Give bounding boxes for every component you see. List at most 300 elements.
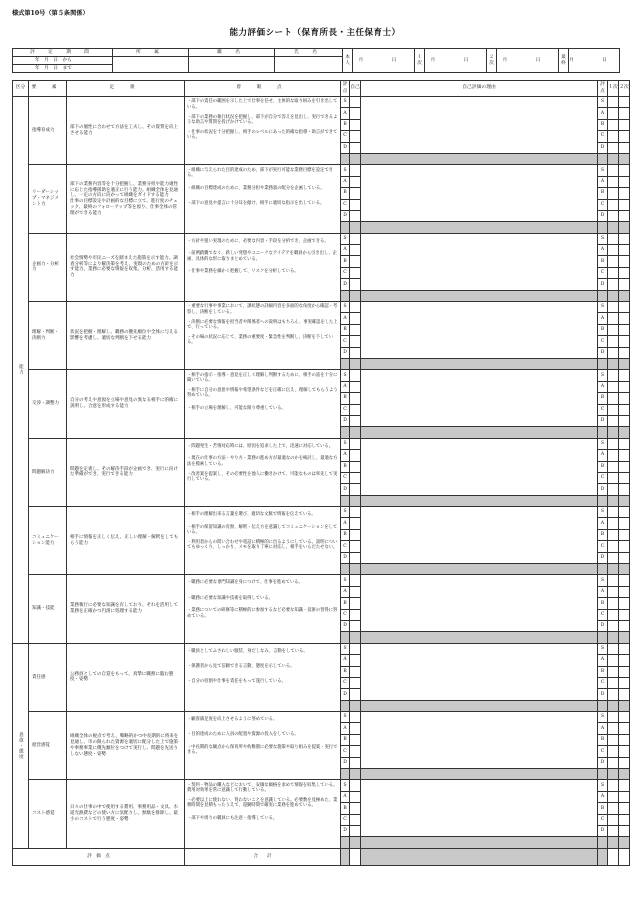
primary-score-cell[interactable]: [608, 450, 619, 461]
secondary-score-cell[interactable]: [619, 438, 630, 449]
grade-letter: S: [341, 370, 350, 381]
self-reason-cell[interactable]: [361, 97, 598, 154]
affiliation-field[interactable]: [113, 57, 189, 73]
primary-score-cell[interactable]: [608, 415, 619, 426]
primary-score-cell[interactable]: [608, 245, 619, 256]
self-score-cell[interactable]: [350, 575, 361, 586]
self-score-cell[interactable]: [350, 108, 361, 119]
primary-score-cell[interactable]: [608, 324, 619, 335]
secondary-score-cell[interactable]: [619, 188, 630, 199]
self-score-cell[interactable]: [350, 529, 361, 540]
secondary-score-cell[interactable]: [619, 233, 630, 244]
self-score-cell[interactable]: [350, 393, 361, 404]
secondary-score-cell[interactable]: [619, 461, 630, 472]
viewpoint-list: [185, 643, 341, 711]
viewpoint-item: ・部下の業務の執行状況を把握し、部下が自分で答えを見出し、実行できるような助言や質問を投げかけている。: [187, 114, 338, 125]
secondary-score-cell[interactable]: [619, 677, 630, 688]
self-reason-cell[interactable]: [361, 233, 598, 290]
reason-blank: [361, 222, 598, 233]
self-reason-cell[interactable]: [361, 575, 598, 632]
grade-letter: B: [341, 393, 350, 404]
grade-letter: C: [598, 609, 608, 620]
self-score-cell[interactable]: [350, 814, 361, 825]
self-score-cell[interactable]: [350, 734, 361, 745]
secondary-score-cell[interactable]: [619, 655, 630, 666]
primary-score-cell[interactable]: [608, 746, 619, 757]
secondary-score-cell[interactable]: [619, 484, 630, 495]
primary-blank: [608, 632, 619, 643]
element-name: 指導育成力: [29, 97, 67, 165]
element-row: [13, 97, 630, 108]
self-blank: [350, 700, 361, 711]
grade-letter: S: [341, 575, 350, 586]
grade-letter: C: [598, 404, 608, 415]
secondary-score-cell[interactable]: [619, 803, 630, 814]
reason-blank: [361, 632, 598, 643]
viewpoint-item: ・相手の立場を理解し、可能な限り尊重している。: [187, 406, 286, 411]
primary-score-cell[interactable]: [608, 518, 619, 529]
self-score-cell[interactable]: [350, 677, 361, 688]
secondary-score-cell[interactable]: [619, 529, 630, 540]
grade-letter: B: [341, 119, 350, 130]
self-score-cell[interactable]: [350, 666, 361, 677]
viewpoint-item: ・職員としてふさわしい服装、身だしなみ、言動をしている。: [187, 648, 308, 654]
self-score-cell[interactable]: [350, 450, 361, 461]
element-definition: 業務執行に必要な知識を有しており、それを活用して業務を正確かつ円滑に処理する能力: [67, 575, 185, 643]
secondary-score-cell[interactable]: [619, 165, 630, 176]
secondary-score-cell[interactable]: [619, 119, 630, 130]
secondary-score-cell[interactable]: [619, 552, 630, 563]
primary-score-cell[interactable]: [608, 313, 619, 324]
secondary-score-cell[interactable]: [619, 313, 630, 324]
secondary-score-cell[interactable]: [619, 712, 630, 723]
grade-letter: S: [341, 507, 350, 518]
grade-blank: [598, 290, 608, 301]
grade-letter: B: [341, 461, 350, 472]
period-from[interactable]: 年 月 日 から: [13, 57, 113, 65]
primary-blank: [608, 837, 619, 848]
element-name: リーダーシップ・マネジメント力: [29, 165, 67, 233]
self-entry-date[interactable]: 月 日: [353, 49, 415, 73]
secondary-score-cell[interactable]: [619, 381, 630, 392]
name-field[interactable]: [275, 57, 343, 73]
primary-score-cell[interactable]: [608, 677, 619, 688]
viewpoint-item: ・決断に必要な情報を担当者や関係者への説明はもちろん、事実確認をした上で、行っている。: [187, 319, 338, 330]
self-score-cell[interactable]: [350, 131, 361, 142]
self-score-cell[interactable]: [350, 336, 361, 347]
element-name: 責任感: [29, 643, 67, 711]
primary-score-cell[interactable]: [608, 461, 619, 472]
primary-score-cell[interactable]: [608, 655, 619, 666]
secondary-score-cell[interactable]: [619, 746, 630, 757]
self-score-cell[interactable]: [350, 507, 361, 518]
secondary-score-cell[interactable]: [619, 666, 630, 677]
self-score-cell[interactable]: [350, 267, 361, 278]
self-score-cell[interactable]: [350, 757, 361, 768]
primary-score-cell[interactable]: [608, 484, 619, 495]
primary-score-cell[interactable]: [608, 689, 619, 700]
self-score-cell[interactable]: [350, 324, 361, 335]
grade-letter: B: [598, 119, 608, 130]
primary-score-cell[interactable]: [608, 472, 619, 483]
primary-score-cell[interactable]: [608, 404, 619, 415]
self-blank: [350, 358, 361, 369]
col-viewpoints: 着 眼 点: [185, 81, 341, 97]
grade-letter: B: [598, 529, 608, 540]
viewpoint-item: ・方針や狙い実現のために、必要な内容・手段を分析でき、企画できる。: [187, 238, 329, 244]
primary-score-cell[interactable]: [608, 279, 619, 290]
period-to[interactable]: 年 月 日 まで: [13, 65, 113, 73]
self-score-cell[interactable]: [350, 165, 361, 176]
viewpoint-item: ・部下の意見や提言に十分耳を傾け、相手に適切な指示を出している。: [187, 200, 325, 206]
primary-score-cell[interactable]: [608, 620, 619, 631]
self-blank: [350, 495, 361, 506]
primary-score-cell[interactable]: [608, 734, 619, 745]
self-score-cell[interactable]: [350, 245, 361, 256]
secondary-score-cell[interactable]: [619, 734, 630, 745]
primary-score-cell[interactable]: [608, 188, 619, 199]
secondary-score-cell[interactable]: [619, 620, 630, 631]
primary-blank: [608, 495, 619, 506]
secondary-score-cell[interactable]: [619, 324, 630, 335]
secondary-score-cell[interactable]: [619, 723, 630, 734]
primary-score-cell[interactable]: [608, 256, 619, 267]
viewpoint-item: ・相手の指示・指導・意見を正しく理解し判断するために、相手の話を十分に聞いている。: [187, 372, 338, 384]
self-score-cell[interactable]: [350, 472, 361, 483]
secondary-score-cell[interactable]: [619, 541, 630, 552]
primary-score-cell[interactable]: [608, 393, 619, 404]
primary-score-cell[interactable]: [608, 814, 619, 825]
primary-score-cell[interactable]: [608, 575, 619, 586]
self-score-cell[interactable]: [350, 176, 361, 187]
self-score-cell[interactable]: [350, 780, 361, 791]
primary-score-cell[interactable]: [608, 803, 619, 814]
primary-score-cell[interactable]: [608, 791, 619, 802]
secondary-score-cell[interactable]: [619, 279, 630, 290]
position-field[interactable]: [189, 57, 275, 73]
primary-score-cell[interactable]: [608, 666, 619, 677]
total-grade-blank: [341, 848, 350, 865]
secondary-score-cell[interactable]: [619, 199, 630, 210]
element-row: [13, 507, 630, 518]
secondary-score-cell[interactable]: [619, 575, 630, 586]
self-score-cell[interactable]: [350, 803, 361, 814]
grade-blank: [598, 837, 608, 848]
secondary-score-cell[interactable]: [619, 643, 630, 654]
self-blank: [350, 290, 361, 301]
viewpoint-list: [185, 780, 341, 848]
grade-letter: C: [598, 746, 608, 757]
self-score-cell[interactable]: [350, 791, 361, 802]
grade-letter: B: [341, 324, 350, 335]
viewpoint-item: ・業務についての研修等に積極的に参加するなど必要な知識・技術の習得に努めている。: [187, 608, 338, 619]
grade-letter: B: [598, 188, 608, 199]
total-self-score[interactable]: [350, 848, 361, 865]
viewpoint-item: ・組織の目標達成のために、業務分担や業務量の配分を企画している。: [187, 185, 325, 191]
grade-letter: C: [598, 472, 608, 483]
secondary-score-cell[interactable]: [619, 609, 630, 620]
secondary-score-cell[interactable]: [619, 210, 630, 221]
secondary-score-cell[interactable]: [619, 791, 630, 802]
primary-score-cell[interactable]: [608, 142, 619, 153]
self-score-cell[interactable]: [350, 97, 361, 108]
self-reason-cell[interactable]: [361, 165, 598, 222]
viewpoint-item: ・契約・物品の購入などにおいて、安価な価格を求めて情報を収集している。費用対効果を常に意識して行動している。: [187, 782, 338, 794]
grade-letter: C: [341, 336, 350, 347]
primary-score-cell[interactable]: [608, 826, 619, 837]
grade-letter: C: [598, 267, 608, 278]
primary-score-cell[interactable]: [608, 438, 619, 449]
primary-score-cell[interactable]: [608, 598, 619, 609]
grade-letter: A: [598, 518, 608, 529]
self-score-cell[interactable]: [350, 188, 361, 199]
primary-blank: [608, 290, 619, 301]
self-score-cell[interactable]: [350, 415, 361, 426]
grade-letter: D: [341, 552, 350, 563]
self-score-cell[interactable]: [350, 279, 361, 290]
self-reason-cell[interactable]: [361, 712, 598, 769]
secondary-score-cell[interactable]: [619, 267, 630, 278]
document-title: 能力評価シート（保育所長・主任保育士）: [229, 28, 401, 38]
self-score-cell[interactable]: [350, 620, 361, 631]
primary-score-cell[interactable]: [608, 165, 619, 176]
col-primary: １次: [608, 81, 619, 97]
primary-score-cell[interactable]: [608, 336, 619, 347]
grade-blank: [341, 153, 350, 164]
secondary-score-cell[interactable]: [619, 302, 630, 313]
self-score-cell[interactable]: [350, 370, 361, 381]
self-score-cell[interactable]: [350, 347, 361, 358]
self-reason-cell[interactable]: [361, 302, 598, 359]
self-score-cell[interactable]: [350, 541, 361, 552]
grade-letter: D: [598, 415, 608, 426]
primary-score-cell[interactable]: [608, 302, 619, 313]
total-primary-score[interactable]: [608, 848, 619, 865]
primary-score-cell[interactable]: [608, 370, 619, 381]
grade-letter: A: [598, 108, 608, 119]
grade-letter: A: [341, 176, 350, 187]
grade-letter: D: [598, 279, 608, 290]
grade-letter: D: [598, 620, 608, 631]
self-reason-cell[interactable]: [361, 780, 598, 837]
secondary-score-cell[interactable]: [619, 689, 630, 700]
secondary-score-cell[interactable]: [619, 826, 630, 837]
reason-blank: [361, 290, 598, 301]
grade-letter: S: [598, 643, 608, 654]
self-score-cell[interactable]: [350, 643, 361, 654]
self-score-cell[interactable]: [350, 609, 361, 620]
grade-letter: C: [341, 814, 350, 825]
secondary-score-cell[interactable]: [619, 415, 630, 426]
grade-letter: D: [341, 620, 350, 631]
col-reason: 自己評価の理由: [361, 81, 598, 97]
viewpoint-item: ・改善案を提案し、その必要性を他人に働きかけて、可能なものは率先して実行している。: [187, 471, 338, 482]
primary-score-cell[interactable]: [608, 712, 619, 723]
final-eval-date[interactable]: 月 日: [569, 49, 620, 73]
primary-score-cell[interactable]: [608, 541, 619, 552]
grade-letter: A: [341, 450, 350, 461]
primary-score-cell[interactable]: [608, 381, 619, 392]
element-definition: 社会情勢や市民ニーズを踏まえた施策を示す能力。調査分析等により解決策を考え、実現のための方針を示す能力。業務に必要な情報を収集、分析、活用する能力: [67, 233, 185, 301]
primary-blank: [608, 153, 619, 164]
secondary-score-cell[interactable]: [619, 370, 630, 381]
grade-letter: D: [598, 484, 608, 495]
total-secondary-score[interactable]: [619, 848, 630, 865]
grade-letter: B: [598, 461, 608, 472]
secondary-score-cell[interactable]: [619, 176, 630, 187]
secondary-score-cell[interactable]: [619, 598, 630, 609]
self-score-cell[interactable]: [350, 712, 361, 723]
primary-score-cell[interactable]: [608, 233, 619, 244]
grade-letter: B: [341, 188, 350, 199]
self-score-cell[interactable]: [350, 381, 361, 392]
grade-letter: D: [341, 415, 350, 426]
primary-score-cell[interactable]: [608, 757, 619, 768]
grade-letter: C: [341, 267, 350, 278]
grade-letter: S: [598, 165, 608, 176]
secondary-score-cell[interactable]: [619, 507, 630, 518]
self-score-cell[interactable]: [350, 484, 361, 495]
primary-score-cell[interactable]: [608, 609, 619, 620]
self-score-cell[interactable]: [350, 586, 361, 597]
element-definition: 相手に情報を正しく伝え、正しい理解・解釈をしてもらう能力: [67, 507, 185, 575]
primary-score-cell[interactable]: [608, 119, 619, 130]
grade-letter: B: [341, 598, 350, 609]
self-score-cell[interactable]: [350, 210, 361, 221]
grade-letter: S: [341, 643, 350, 654]
self-score-cell[interactable]: [350, 233, 361, 244]
secondary-score-cell[interactable]: [619, 336, 630, 347]
self-score-cell[interactable]: [350, 723, 361, 734]
grade-letter: C: [341, 472, 350, 483]
secondary-score-cell[interactable]: [619, 393, 630, 404]
secondary-score-cell[interactable]: [619, 97, 630, 108]
primary-score-cell[interactable]: [608, 507, 619, 518]
evaluation-table: [12, 80, 630, 866]
secondary-score-cell[interactable]: [619, 404, 630, 415]
grade-letter: A: [341, 723, 350, 734]
self-score-cell[interactable]: [350, 438, 361, 449]
viewpoint-item: ・部下の責任の範囲を示した上で仕事を任せ、主体的な取り組みを引き出している。: [187, 99, 338, 110]
secondary-score-cell[interactable]: [619, 757, 630, 768]
secondary-score-cell[interactable]: [619, 131, 630, 142]
grade-letter: B: [598, 803, 608, 814]
evaluation-info-table: [12, 48, 620, 73]
self-score-cell[interactable]: [350, 142, 361, 153]
secondary-score-cell[interactable]: [619, 586, 630, 597]
primary-score-cell[interactable]: [608, 108, 619, 119]
self-blank: [350, 222, 361, 233]
primary-score-cell[interactable]: [608, 529, 619, 540]
primary-score-cell[interactable]: [608, 723, 619, 734]
self-score-cell[interactable]: [350, 655, 361, 666]
self-entry-label: 本人: [343, 49, 353, 73]
name-label: 氏 名: [275, 49, 343, 57]
self-score-cell[interactable]: [350, 404, 361, 415]
self-blank: [350, 427, 361, 438]
element-row: [13, 643, 630, 654]
primary-blank: [608, 358, 619, 369]
primary-eval-date[interactable]: 月 日: [425, 49, 487, 73]
self-score-cell[interactable]: [350, 313, 361, 324]
grade-letter: D: [341, 826, 350, 837]
secondary-score-cell[interactable]: [619, 518, 630, 529]
grade-blank: [341, 769, 350, 780]
viewpoint-list: [185, 370, 341, 438]
grade-letter: S: [341, 97, 350, 108]
element-name: 知識・技能: [29, 575, 67, 643]
self-score-cell[interactable]: [350, 461, 361, 472]
viewpoint-item: ・仕事や業務を細かく把握して、リスクを分析している。: [187, 269, 299, 275]
grade-letter: A: [341, 791, 350, 802]
grade-letter: A: [598, 791, 608, 802]
secondary-score-cell[interactable]: [619, 108, 630, 119]
primary-score-cell[interactable]: [608, 210, 619, 221]
grade-letter: A: [598, 313, 608, 324]
primary-score-cell[interactable]: [608, 131, 619, 142]
secondary-eval-date[interactable]: 月 日: [497, 49, 559, 73]
self-score-cell[interactable]: [350, 518, 361, 529]
self-score-cell[interactable]: [350, 199, 361, 210]
self-blank: [350, 564, 361, 575]
form-number: 様式第10号（第５条関係）: [12, 10, 89, 17]
element-definition: 問題を定義し、その解決手段が企画でき、実行に向けた準備ができ、実行できる能力: [67, 438, 185, 506]
grade-blank: [341, 290, 350, 301]
self-score-cell[interactable]: [350, 826, 361, 837]
self-reason-cell[interactable]: [361, 507, 598, 564]
primary-score-cell[interactable]: [608, 267, 619, 278]
position-label: 職 名: [189, 49, 275, 57]
secondary-score-cell[interactable]: [619, 472, 630, 483]
self-score-cell[interactable]: [350, 598, 361, 609]
grade-letter: A: [341, 518, 350, 529]
secondary-blank: [619, 632, 630, 643]
primary-score-cell[interactable]: [608, 199, 619, 210]
grade-letter: C: [598, 541, 608, 552]
grade-blank: [341, 564, 350, 575]
self-score-cell[interactable]: [350, 746, 361, 757]
self-score-cell[interactable]: [350, 302, 361, 313]
secondary-score-cell[interactable]: [619, 814, 630, 825]
secondary-score-cell[interactable]: [619, 450, 630, 461]
primary-score-cell[interactable]: [608, 780, 619, 791]
self-reason-cell[interactable]: [361, 643, 598, 700]
self-score-cell[interactable]: [350, 256, 361, 267]
self-score-cell[interactable]: [350, 689, 361, 700]
primary-score-cell[interactable]: [608, 586, 619, 597]
secondary-score-cell[interactable]: [619, 347, 630, 358]
secondary-score-cell[interactable]: [619, 256, 630, 267]
grade-letter: S: [341, 233, 350, 244]
self-reason-cell[interactable]: [361, 370, 598, 427]
grade-letter: D: [341, 484, 350, 495]
grade-blank: [341, 495, 350, 506]
secondary-score-cell[interactable]: [619, 245, 630, 256]
secondary-score-cell[interactable]: [619, 142, 630, 153]
primary-score-cell[interactable]: [608, 347, 619, 358]
total-grade-blank-2: [598, 848, 608, 865]
primary-score-cell[interactable]: [608, 176, 619, 187]
primary-score-cell[interactable]: [608, 97, 619, 108]
self-score-cell[interactable]: [350, 552, 361, 563]
primary-score-cell[interactable]: [608, 643, 619, 654]
grade-letter: B: [598, 666, 608, 677]
grade-letter: A: [598, 381, 608, 392]
self-score-cell[interactable]: [350, 119, 361, 130]
self-reason-cell[interactable]: [361, 438, 598, 495]
secondary-score-cell[interactable]: [619, 780, 630, 791]
primary-score-cell[interactable]: [608, 552, 619, 563]
